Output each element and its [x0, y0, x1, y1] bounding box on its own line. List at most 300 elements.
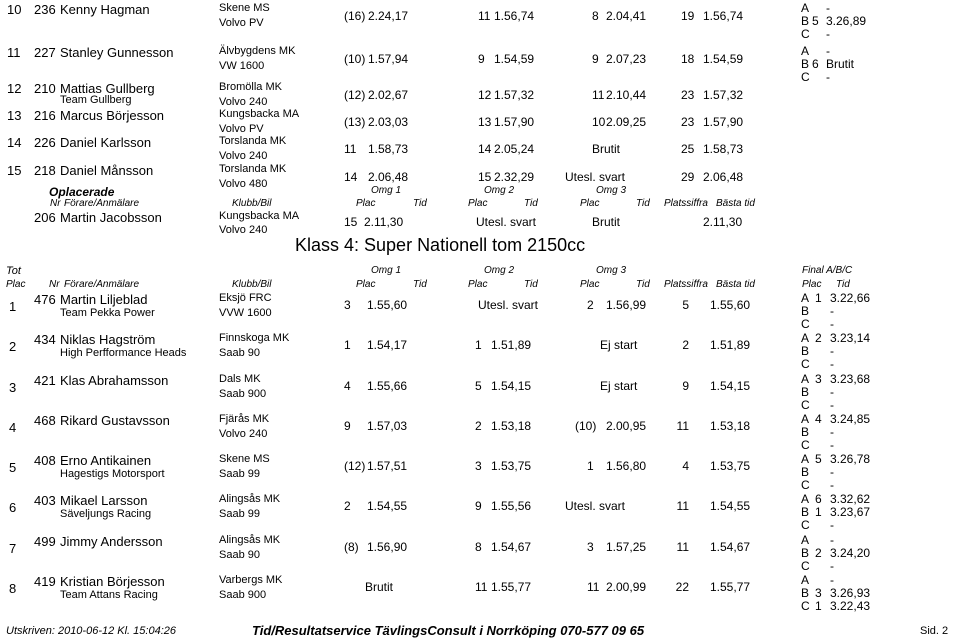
club-name: Älvbygdens MK — [219, 45, 296, 57]
start-number: 403 — [34, 493, 56, 508]
club-name: Skene MS — [219, 453, 270, 465]
final-time: - — [830, 465, 834, 479]
round3-place: 1 — [587, 459, 594, 473]
round3-time: 1.56,99 — [606, 298, 647, 312]
round2-place: 5 — [475, 379, 482, 393]
round1-time: 2.02,67 — [368, 88, 409, 102]
class-title: Klass 4: Super Nationell tom 2150cc — [295, 235, 586, 255]
final-time: - — [826, 27, 830, 41]
round1-time: 1.54,55 — [367, 499, 408, 513]
place-points: 25 — [681, 142, 695, 156]
best-time: 1.51,89 — [710, 338, 751, 352]
round2-time: 2.05,24 — [494, 142, 535, 156]
start-number: 227 — [34, 45, 56, 60]
place-points: 23 — [681, 115, 695, 129]
place-number: 4 — [9, 420, 17, 435]
final-group: B — [801, 344, 810, 358]
round2-place: 2 — [475, 419, 482, 433]
car-model: VW 1600 — [219, 60, 265, 72]
final-time: 3.22,43 — [830, 599, 871, 613]
final-time: - — [826, 1, 830, 15]
start-number: 206 — [34, 210, 56, 225]
round3-place: 8 — [592, 9, 599, 23]
round3-result: Brutit — [592, 142, 621, 156]
place-points: 22 — [675, 580, 689, 594]
footer-service: Tid/Resultatservice TävlingsConsult i Norrköping 070-577 09 65 — [252, 623, 645, 638]
final-time: Brutit — [826, 57, 855, 71]
team-name: Team Attans Racing — [60, 589, 158, 601]
best-time: 1.58,73 — [703, 142, 744, 156]
final-group: C — [801, 357, 810, 371]
start-number: 210 — [34, 81, 56, 96]
round3-time: 2.10,44 — [606, 88, 647, 102]
final-place: 6 — [812, 57, 819, 71]
final-group: C — [801, 70, 810, 84]
final-time: 3.26,93 — [830, 586, 871, 600]
round1-place: 14 — [344, 170, 358, 184]
place-number: 7 — [9, 541, 17, 556]
final-group: A — [801, 372, 810, 386]
round1-place: (12) — [344, 88, 366, 102]
final-place: 1 — [815, 599, 822, 613]
final-time: - — [830, 518, 834, 532]
final-group: A — [801, 573, 810, 587]
place-points: 11 — [676, 540, 689, 554]
round1-place: 4 — [344, 379, 351, 393]
final-time: - — [830, 533, 834, 547]
round2-time: 1.57,32 — [494, 88, 535, 102]
round3-time: 1.56,80 — [606, 459, 647, 473]
final-group: A — [801, 412, 810, 426]
header-time: Tid — [636, 198, 650, 209]
team-name: Team Gullberg — [60, 94, 132, 106]
place-number: 13 — [7, 108, 22, 123]
final-time: - — [830, 559, 834, 573]
round3-result: Ej start — [600, 338, 638, 352]
place-points: 18 — [681, 52, 695, 66]
final-place: 3 — [815, 586, 822, 600]
team-name: Team Pekka Power — [60, 307, 155, 319]
final-group: A — [801, 331, 810, 345]
final-group: C — [801, 438, 810, 452]
place-points: 23 — [681, 88, 695, 102]
header-best-time: Bästa tid — [716, 198, 755, 209]
place-points: 19 — [681, 9, 695, 23]
header-time: Tid — [413, 198, 427, 209]
final-group: B — [801, 465, 810, 479]
header-total: Tot — [6, 265, 21, 277]
driver-name: Kenny Hagman — [60, 2, 150, 17]
printed-timestamp: Utskriven: 2010-06-12 Kl. 15:04:26 — [6, 625, 176, 637]
round1-place: 1 — [344, 338, 351, 352]
final-group: C — [801, 599, 810, 613]
final-place: 1 — [815, 505, 822, 519]
round1-place: (16) — [344, 9, 366, 23]
place-points: 9 — [682, 379, 689, 393]
place-points: 5 — [682, 298, 689, 312]
header-place-points: Platssiffra — [664, 279, 708, 290]
final-time: - — [830, 304, 834, 318]
start-number: 434 — [34, 332, 56, 347]
page-number: Sid. 2 — [920, 625, 949, 637]
club-name: Torslanda MK — [219, 163, 287, 175]
round3-time: 1.57,25 — [606, 540, 647, 554]
final-group: A — [801, 44, 810, 58]
round2-time: 2.32,29 — [494, 170, 535, 184]
start-number: 236 — [34, 2, 56, 17]
final-time: 3.32,62 — [830, 492, 871, 506]
team-name: High Perfformance Heads — [60, 347, 187, 359]
club-name: Kungsbacka MA — [219, 108, 300, 120]
round2-time: 1.53,18 — [491, 419, 532, 433]
round2-time: 1.55,56 — [491, 499, 532, 513]
header-best-time: Bästa tid — [716, 279, 755, 290]
driver-name: Marcus Börjesson — [60, 108, 165, 123]
best-time: 1.57,90 — [703, 115, 744, 129]
driver-name: Daniel Månsson — [60, 163, 154, 178]
header-driver: Förare/Anmälare — [64, 279, 140, 290]
header-place: Plac — [580, 279, 600, 290]
driver-name: Mattias Gullberg — [60, 81, 155, 96]
car-model: Volvo PV — [219, 123, 264, 135]
round2-place: 11 — [475, 580, 488, 594]
round3-place: 10 — [592, 115, 606, 129]
place-number: 8 — [9, 581, 17, 596]
header-time: Tid — [413, 279, 427, 290]
car-model: Volvo PV — [219, 17, 264, 29]
round2-place: 9 — [475, 499, 482, 513]
round1-time: 1.55,60 — [367, 298, 408, 312]
unplaced-heading: Oplacerade — [49, 185, 115, 199]
final-time: 3.24,85 — [830, 412, 871, 426]
start-number: 226 — [34, 135, 56, 150]
start-number: 499 — [34, 534, 56, 549]
round3-place: 11 — [592, 88, 605, 102]
final-time: - — [830, 438, 834, 452]
round2-time: 1.55,77 — [491, 580, 532, 594]
place-number: 3 — [9, 380, 17, 395]
round2-place: 1 — [475, 338, 482, 352]
round1-place: (13) — [344, 115, 366, 129]
car-model: Saab 99 — [219, 468, 260, 480]
best-time: 1.55,60 — [710, 298, 751, 312]
start-number: 476 — [34, 292, 56, 307]
round2-time: 1.54,15 — [491, 379, 532, 393]
place-number: 14 — [7, 135, 22, 150]
header-round3: Omg 3 — [596, 265, 627, 276]
round1-time: 2.03,03 — [368, 115, 409, 129]
final-time: - — [830, 385, 834, 399]
start-number: 216 — [34, 108, 56, 123]
round2-result: Utesl. svart — [478, 298, 539, 312]
best-time: 1.53,18 — [710, 419, 751, 433]
final-group: B — [801, 14, 810, 28]
final-group: C — [801, 398, 810, 412]
final-group: C — [801, 478, 810, 492]
club-name: Skene MS — [219, 2, 270, 14]
round2-result: Utesl. svart — [476, 215, 537, 229]
car-model: Saab 900 — [219, 589, 267, 601]
best-time: 1.54,55 — [710, 499, 751, 513]
final-time: - — [826, 44, 830, 58]
round1-time: 1.57,94 — [368, 52, 409, 66]
final-group: A — [801, 1, 810, 15]
final-group: A — [801, 291, 810, 305]
header-place: Plac — [356, 279, 376, 290]
round1-time: 2.11,30 — [364, 215, 404, 229]
header-place: Plac — [580, 198, 600, 209]
car-model: Volvo 480 — [219, 178, 268, 190]
round1-time: 1.57,51 — [367, 459, 408, 473]
header-nr: Nr — [50, 198, 61, 209]
round3-place: 9 — [592, 52, 599, 66]
final-group: B — [801, 505, 810, 519]
driver-name: Mikael Larsson — [60, 493, 148, 508]
final-group: B — [801, 546, 810, 560]
round3-time: 2.09,25 — [606, 115, 647, 129]
round3-place: 3 — [587, 540, 594, 554]
car-model: Volvo 240 — [219, 150, 268, 162]
header-club: Klubb/Bil — [232, 279, 272, 290]
final-time: - — [830, 317, 834, 331]
round2-place: 15 — [478, 170, 492, 184]
round1-place: (8) — [344, 540, 359, 554]
driver-name: Martin Liljeblad — [60, 292, 148, 307]
place-number: 10 — [7, 2, 22, 17]
header-nr: Nr — [49, 279, 60, 290]
round1-place: 11 — [344, 142, 357, 156]
driver-name: Niklas Hagström — [60, 332, 156, 347]
header-place: Plac — [802, 279, 822, 290]
club-name: Kungsbacka MA — [219, 210, 300, 222]
round3-result: Utesl. svart — [565, 499, 626, 513]
club-name: Alingsås MK — [219, 534, 281, 546]
place-number: 2 — [9, 339, 17, 354]
final-time: - — [830, 357, 834, 371]
place-number: 15 — [7, 163, 22, 178]
club-name: Bromölla MK — [219, 81, 282, 93]
round2-time: 1.54,59 — [494, 52, 535, 66]
start-number: 419 — [34, 574, 56, 589]
header-place: Plac — [468, 279, 488, 290]
final-time: - — [830, 344, 834, 358]
start-number: 218 — [34, 163, 56, 178]
header-driver: Förare/Anmälare — [64, 198, 140, 209]
round2-place: 3 — [475, 459, 482, 473]
round2-place: 12 — [478, 88, 492, 102]
round3-time: 2.04,41 — [606, 9, 647, 23]
round2-time: 1.53,75 — [491, 459, 532, 473]
header-round1: Omg 1 — [371, 185, 402, 196]
round1-place: (12) — [344, 459, 366, 473]
round1-time: 1.57,03 — [367, 419, 408, 433]
header-time: Tid — [636, 279, 650, 290]
start-number: 408 — [34, 453, 56, 468]
final-time: - — [826, 70, 830, 84]
round1-time: 1.58,73 — [368, 142, 409, 156]
final-place: 2 — [815, 546, 822, 560]
final-group: C — [801, 559, 810, 573]
place-number: 11 — [7, 45, 21, 60]
driver-name: Rikard Gustavsson — [60, 413, 170, 428]
place-points: 2 — [682, 338, 689, 352]
round2-place: 9 — [478, 52, 485, 66]
final-time: - — [830, 573, 834, 587]
car-model: Volvo 240 — [219, 428, 268, 440]
best-time: 1.54,67 — [710, 540, 751, 554]
best-time: 1.57,32 — [703, 88, 744, 102]
car-model: Saab 90 — [219, 347, 260, 359]
start-number: 468 — [34, 413, 56, 428]
round1-time: 1.55,66 — [367, 379, 408, 393]
place-number: 12 — [7, 81, 22, 96]
car-model: VVW 1600 — [219, 307, 272, 319]
header-club: Klubb/Bil — [232, 198, 272, 209]
round3-place: 11 — [587, 580, 600, 594]
best-time: 1.53,75 — [710, 459, 751, 473]
club-name: Fjärås MK — [219, 413, 270, 425]
final-group: B — [801, 304, 810, 318]
round1-time: 2.24,17 — [368, 9, 409, 23]
round1-place: 15 — [344, 215, 358, 229]
round1-time: 1.54,17 — [367, 338, 408, 352]
best-time: 2.06,48 — [703, 170, 744, 184]
final-group: C — [801, 518, 810, 532]
header-time: Tid — [524, 279, 538, 290]
final-time: 3.26,89 — [826, 14, 867, 28]
best-time: 1.54,59 — [703, 52, 744, 66]
final-group: B — [801, 57, 810, 71]
best-time: 1.56,74 — [703, 9, 744, 23]
final-time: 3.22,66 — [830, 291, 871, 305]
club-name: Eksjö FRC — [219, 292, 272, 304]
final-time: - — [830, 478, 834, 492]
place-points: 11 — [676, 499, 689, 513]
round2-time: 1.54,67 — [491, 540, 532, 554]
car-model: Saab 900 — [219, 388, 267, 400]
final-group: C — [801, 27, 810, 41]
best-time: 1.55,77 — [710, 580, 751, 594]
car-model: Volvo 240 — [219, 96, 268, 108]
final-group: A — [801, 533, 810, 547]
place-points: 29 — [681, 170, 695, 184]
start-number: 421 — [34, 373, 56, 388]
final-group: A — [801, 452, 810, 466]
driver-name: Martin Jacobsson — [60, 210, 162, 225]
header-place: Plac — [468, 198, 488, 209]
round1-place: 3 — [344, 298, 351, 312]
final-time: 3.26,78 — [830, 452, 871, 466]
final-time: - — [830, 398, 834, 412]
driver-name: Erno Antikainen — [60, 453, 152, 468]
car-model: Volvo 240 — [219, 224, 268, 236]
round2-place: 13 — [478, 115, 492, 129]
round3-place: 2 — [587, 298, 594, 312]
final-time: 3.23,14 — [830, 331, 871, 345]
header-time: Tid — [524, 198, 538, 209]
round3-time: 2.00,95 — [606, 419, 647, 433]
final-group: A — [801, 492, 810, 506]
round2-place: 11 — [478, 9, 491, 23]
final-place: 1 — [815, 291, 822, 305]
place-points: 4 — [682, 459, 689, 473]
header-round1: Omg 1 — [371, 265, 402, 276]
final-group: B — [801, 385, 810, 399]
final-time: 3.23,68 — [830, 372, 871, 386]
driver-name: Kristian Börjesson — [60, 574, 165, 589]
best-time: 1.54,15 — [710, 379, 751, 393]
driver-name: Daniel Karlsson — [60, 135, 152, 150]
round1-time: 1.56,90 — [367, 540, 408, 554]
driver-name: Stanley Gunnesson — [60, 45, 174, 60]
round1-result: Brutit — [365, 580, 394, 594]
header-time: Tid — [836, 279, 850, 290]
place-points: 11 — [676, 419, 689, 433]
club-name: Alingsås MK — [219, 493, 281, 505]
header-place: Plac — [6, 279, 26, 290]
header-round2: Omg 2 — [484, 185, 515, 196]
round1-place: 9 — [344, 419, 351, 433]
round2-time: 1.57,90 — [494, 115, 535, 129]
club-name: Torslanda MK — [219, 135, 287, 147]
place-number: 5 — [9, 460, 17, 475]
final-place: 2 — [815, 331, 822, 345]
round1-place: 2 — [344, 499, 351, 513]
round1-place: (10) — [344, 52, 366, 66]
club-name: Varbergs MK — [219, 574, 283, 586]
header-final: Final A/B/C — [802, 265, 853, 276]
final-group: C — [801, 317, 810, 331]
final-group: B — [801, 586, 810, 600]
driver-name: Klas Abrahamsson — [60, 373, 169, 388]
car-model: Saab 99 — [219, 508, 260, 520]
final-place: 5 — [812, 14, 819, 28]
final-place: 4 — [815, 412, 822, 426]
round2-place: 8 — [475, 540, 482, 554]
club-name: Dals MK — [219, 373, 261, 385]
round2-time: 1.56,74 — [494, 9, 535, 23]
final-place: 3 — [815, 372, 822, 386]
round1-time: 2.06,48 — [368, 170, 409, 184]
team-name: Säveljungs Racing — [60, 508, 152, 520]
best-time: 2.11,30 — [703, 215, 743, 229]
place-number: 6 — [9, 500, 17, 515]
driver-name: Jimmy Andersson — [60, 534, 163, 549]
final-time: 3.23,67 — [830, 505, 871, 519]
final-time: 3.24,20 — [830, 546, 871, 560]
car-model: Saab 90 — [219, 549, 260, 561]
team-name: Hagestigs Motorsport — [60, 468, 165, 480]
round3-time: 2.07,23 — [606, 52, 647, 66]
round3-result: Utesl. svart — [565, 170, 626, 184]
header-round3: Omg 3 — [596, 185, 627, 196]
final-group: B — [801, 425, 810, 439]
final-place: 6 — [815, 492, 822, 506]
round3-time: 2.00,99 — [606, 580, 647, 594]
round2-place: 14 — [478, 142, 492, 156]
round2-time: 1.51,89 — [491, 338, 532, 352]
header-round2: Omg 2 — [484, 265, 515, 276]
final-place: 5 — [815, 452, 822, 466]
place-number: 1 — [9, 299, 17, 314]
round3-place: (10) — [575, 419, 597, 433]
round3-result: Ej start — [600, 379, 638, 393]
final-time: - — [830, 425, 834, 439]
header-place-points: Platssiffra — [664, 198, 708, 209]
round3-result: Brutit — [592, 215, 621, 229]
header-place: Plac — [356, 198, 376, 209]
club-name: Finnskoga MK — [219, 332, 290, 344]
